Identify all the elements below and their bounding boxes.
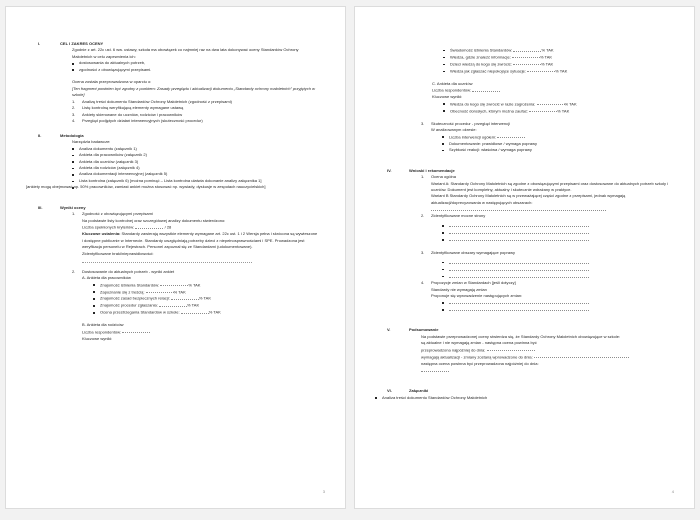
section-vi-bullets xyxy=(375,395,668,401)
value-blank[interactable] xyxy=(537,101,565,106)
bullet-suffix: % TAK xyxy=(198,295,212,301)
iv-item1-variant-b xyxy=(431,193,668,213)
section-number-ii: II. xyxy=(38,132,42,138)
page-number: 4 xyxy=(671,489,674,494)
sub-c-bullets xyxy=(443,101,668,115)
list-item xyxy=(443,54,668,61)
item1-criteria-suffix: / 28 xyxy=(164,224,172,230)
list-item xyxy=(442,259,668,266)
bullet-text: Znajomość procedur zgłaszania: xyxy=(100,302,158,308)
value-blank[interactable] xyxy=(513,61,541,66)
v-line-4-row xyxy=(421,354,668,361)
document-page-4[interactable] xyxy=(354,6,695,509)
list-item xyxy=(443,68,668,75)
list-item: Ankieta dla rodziców (załącznik 4) xyxy=(72,165,319,171)
iv-item2-blank-bullets xyxy=(442,223,668,244)
section-iii-item-1 xyxy=(72,211,319,262)
section-v-body xyxy=(421,334,668,374)
section-ii-note: [ankiety mogą obejmować np. 50% pracowników, zamiast ankiet można stosować np. wywiady, dyskusje w zespołach nauczycielskich] xyxy=(26,184,266,190)
section-title-v: Podsumowanie xyxy=(409,327,439,333)
answer-blank[interactable] xyxy=(449,230,589,235)
section-iii-item-3 xyxy=(421,121,668,154)
item2-sub-a-bullets xyxy=(93,282,319,317)
bullet-text: Świadomość istnienia Standardów: xyxy=(450,47,513,53)
section-ii-bullets xyxy=(72,146,319,185)
iv-item4-title: Propozycje zmian w Standardach [jeśli dotyczy] xyxy=(431,280,516,286)
answer-blank[interactable] xyxy=(449,300,589,305)
item1-key-label: Kluczowe ustalenia: xyxy=(82,231,121,237)
section-number-iii: III. xyxy=(38,204,43,210)
item2-sub-a: A. Ankieta dla pracowników xyxy=(82,275,131,281)
bullet-suffix: % TAK xyxy=(541,47,554,53)
bullet-suffix: % TAK xyxy=(187,302,200,308)
section-i-numbered-list xyxy=(72,99,319,125)
list-item: Analiza dokumentu (załącznik 1) xyxy=(72,146,319,152)
section-number-i: I. xyxy=(38,41,41,46)
item2-title: Dostosowanie do aktualnych potrzeb - wyniki ankiet xyxy=(82,268,175,274)
section-title-iii: Wyniki oceny xyxy=(60,204,86,210)
list-item xyxy=(93,289,319,296)
iv-item1-variant-a: Wariant A: Standardy Ochrony Małoletnich są zgodne z obowiązującymi przepisami oraz dostosowane do aktualnych potrzeb szkoły i uczniów. Dokument jest kompletny, aktualny i skutecznie wdrażany w praktyce. xyxy=(431,180,669,192)
respondents-label: Liczba respondentów: xyxy=(82,329,122,335)
section-i-intro1: Zgodnie z art. 22c ust. 6 ww. ustawy, szkoła ma obowiązek co najmniej raz na dwa lata dokonywać oceny Standardów Ochrony Małoletnich w celu zapewnienia ich: xyxy=(72,47,299,59)
list-item xyxy=(93,282,319,289)
item-3-block xyxy=(421,121,668,154)
section-number-iv: IV. xyxy=(387,167,392,173)
bullet-text: Wiedza, gdzie znaleźć informacje: xyxy=(450,54,511,60)
section-iii-item-2 xyxy=(72,269,319,343)
bullet-suffix: % TAK xyxy=(564,101,577,107)
v-line-3-row xyxy=(421,347,668,354)
section-i-body xyxy=(72,47,319,124)
v-line-2: są aktualne i nie wymagają zmian - następna ocena powinna być xyxy=(421,340,537,346)
answer-blank[interactable] xyxy=(449,266,589,271)
v-line-4: wymagają aktualizacji - zmiany zostaną wprowadzone do dnia: xyxy=(421,354,533,360)
section-i-intro2: Ocena została przeprowadzona w oparciu o: xyxy=(72,79,152,85)
page-3-content xyxy=(26,41,319,342)
item1-key-findings xyxy=(82,231,319,250)
section-ii-lead: Narzędzia badawcze: xyxy=(72,139,111,145)
bullet-suffix: % TAK xyxy=(173,289,186,294)
bullet-text: Wiedza do kogo się zwrócić w razie zagrożenia: xyxy=(450,101,536,107)
bullet-text: Znajomość istnienia Standardów: xyxy=(100,282,160,288)
document-page-3[interactable] xyxy=(5,6,346,509)
section-iv-item-1 xyxy=(421,174,668,213)
section-iv-body xyxy=(421,174,668,313)
section-iv-item-3 xyxy=(421,250,668,280)
answer-blank[interactable] xyxy=(449,306,589,311)
list-item xyxy=(442,273,668,280)
section-title-i: CEL I ZAKRES OCENY xyxy=(60,41,104,46)
list-item xyxy=(442,266,668,273)
item3-bullets xyxy=(442,134,668,154)
section-iii-body xyxy=(72,211,319,342)
list-item xyxy=(421,213,668,243)
bullet-text: Znajomość zasad bezpiecznych relacji: xyxy=(100,295,170,301)
list-item xyxy=(442,300,668,307)
date-blank[interactable] xyxy=(421,367,449,372)
item1-gaps-blank[interactable] xyxy=(82,257,252,263)
criteria-blank[interactable] xyxy=(135,224,163,229)
bullet-text: Liczba interwencji ogółem: xyxy=(449,134,497,140)
bullet-suffix: % TAK xyxy=(555,68,568,74)
item2-sub-b: B. Ankieta dla rodziców xyxy=(82,322,124,328)
list-item xyxy=(443,101,668,108)
value-blank[interactable] xyxy=(513,47,541,52)
item3-title: Skuteczność procedur - przegląd interwencji xyxy=(431,120,510,126)
list-item: Dokumentowanie: prawidłowe / wymaga poprawy xyxy=(442,141,668,147)
variant-b-blank[interactable] xyxy=(431,206,606,211)
date-blank[interactable] xyxy=(487,347,535,352)
bullet-text: Wiedza jak zgłaszać niepokojące sytuacje: xyxy=(450,68,527,74)
list-item: dostosowania do aktualnych potrzeb, xyxy=(72,60,319,66)
value-blank[interactable] xyxy=(160,282,188,287)
section-iv-item-4 xyxy=(421,280,668,313)
value-blank[interactable] xyxy=(529,108,557,113)
list-item: Szybkość reakcji: właściwa / wymaga poprawy xyxy=(442,147,668,153)
list-item xyxy=(442,134,668,141)
value-blank[interactable] xyxy=(527,68,555,73)
iv-item1-title: Ocena ogólna xyxy=(431,174,457,180)
section-ii-body xyxy=(72,139,319,184)
list-item: Ankiety skierowane do uczniów, rodziców i pracowników xyxy=(82,111,183,117)
bullet-suffix: % TAK xyxy=(539,54,553,60)
list-item xyxy=(72,269,319,343)
list-item xyxy=(443,61,668,68)
list-item xyxy=(93,309,319,316)
page-4-content xyxy=(375,41,668,401)
v-line-5: następna ocena powinna być przeprowadzona najpóźniej do dnia: xyxy=(421,360,539,366)
list-item: Przegląd podjętych działań interwencyjnych (skuteczność procedur) xyxy=(82,118,203,124)
bullet-suffix: % TAK xyxy=(188,282,201,288)
section-i-italic-note: [Ten fragment powinien być zgodny z punktem: Zasady przeglądu i aktualizacji dokumentu „Standardy ochrony małoletnich” przyjętych w szkole] xyxy=(72,85,316,98)
item1-key-text: Standardy zawierają wszystkie elementy wymagane art. 22c ust. 1 i 2 Wersja pełna i skrócona są wywieszone i dostępne publicznie w Internecie. Standardy uwzględniają potrzeby dzieci z niepełnosprawnościami i SPE. Prowadzona jest weryfikacja personelu w Rejestrach. Personel zapoznał się ze Standardami (udokumentowane). xyxy=(82,231,318,250)
list-item: Analiza treści dokumentu Standardów Ochrony Małoletnich xyxy=(375,395,668,401)
v-line-1: Na podstawie przeprowadzonej oceny stwierdza się, że Standardy Ochrony Małoletnich obowiązujące w szkole: xyxy=(421,333,621,339)
respondents-blank[interactable] xyxy=(472,87,500,92)
answer-blank[interactable] xyxy=(449,237,589,242)
list-item xyxy=(93,295,319,302)
list-item: zgodności z obowiązującymi przepisami. xyxy=(72,67,319,73)
list-item xyxy=(443,47,668,54)
list-item xyxy=(93,302,319,309)
answer-blank[interactable] xyxy=(449,259,589,264)
section-title-ii: Metodologia xyxy=(60,132,84,138)
list-item xyxy=(421,174,668,213)
value-blank[interactable] xyxy=(512,54,540,59)
value-blank[interactable] xyxy=(497,134,525,139)
bullet-text: Zapoznanie się z treścią: xyxy=(100,289,145,294)
bullet-text: Obecność dorosłych, którym można zaufać: xyxy=(450,108,528,114)
list-item: Analiza dokumentacji interwencyjnej (załącznik 5) xyxy=(72,171,319,177)
v-line-3: przeprowadzona najpóźniej do dnia: xyxy=(421,347,486,353)
value-blank[interactable] xyxy=(181,309,209,314)
bullet-text: Ocena przestrzegania Standardów w szkole: xyxy=(100,309,180,315)
iv-item4-blank-bullets xyxy=(442,300,668,314)
section-i-bullets xyxy=(72,60,319,73)
list-item xyxy=(421,280,668,313)
section-number-vi: VI. xyxy=(387,388,392,394)
list-item: Lista kontrolna (załącznik 6) [można pominąć – Lista kontrolna ułatwia dokonanie analizy załącznika 1] xyxy=(72,178,319,184)
item1-criteria-line xyxy=(82,224,319,231)
section-title-vi: Załączniki xyxy=(409,388,429,394)
list-item xyxy=(442,237,668,244)
v-line-6-row xyxy=(421,367,668,374)
list-item: Ankieta dla uczniów (załącznik 3) xyxy=(72,159,319,165)
item3-lead: W analizowanym okresie: xyxy=(431,127,477,133)
item1-title: Zgodność z obowiązującymi przepisami xyxy=(82,211,153,217)
iv-item3-blank-bullets xyxy=(442,259,668,280)
list-item: Listę kontrolną weryfikującą elementy wymagane ustawą xyxy=(82,105,184,111)
iv-item2-title: Zidentyfikowane mocne strony xyxy=(431,213,486,219)
sub-c-block xyxy=(432,81,668,115)
sub-c-title: C. Ankieta dla uczniów xyxy=(432,80,473,86)
iv-item4-line2: Proponuje się wprowadzenie następujących zmian: xyxy=(431,293,523,299)
page-4-top-bullets xyxy=(443,47,668,75)
answer-blank[interactable] xyxy=(449,223,589,228)
list-item xyxy=(421,250,668,280)
item2-sub-b-key-label: Kluczowe wyniki: xyxy=(82,335,113,341)
item1-gaps-label: Zidentyfikowane braki/nieprawidłowości: xyxy=(82,250,154,256)
list-item xyxy=(442,306,668,313)
iv-item4-line1: Standardy nie wymagają zmian xyxy=(431,286,487,292)
page-number: 3 xyxy=(322,489,325,494)
respondents-blank[interactable] xyxy=(122,329,150,334)
list-item xyxy=(72,211,319,262)
list-item xyxy=(442,230,668,237)
list-item xyxy=(442,223,668,230)
value-blank[interactable] xyxy=(146,289,174,294)
list-item xyxy=(443,108,668,115)
bullet-suffix: % TAK xyxy=(557,108,570,114)
bullet-suffix: % TAK xyxy=(541,61,554,67)
iv-item1-variant-b-text: Wariant B Standardy Ochrony Małoletnich są w przeważającej części zgodne z przepisami, jednak wymagają aktualizacji/doprecyzowania w następujących obszarach: xyxy=(431,193,626,205)
iv-item3-title: Zidentyfikowane obszary wymagające poprawy xyxy=(431,249,516,255)
list-item: Ankieta dla pracowników (załącznik 2) xyxy=(72,152,319,158)
item1-line1: Na podstawie listy kontrolnej oraz szczegółowej analizy dokumentu stwierdzono: xyxy=(82,217,226,223)
list-item xyxy=(421,121,668,154)
list-item: Analizę treści dokumentu Standardów Ochrony Małoletnich (zgodność z przepisami) xyxy=(82,98,232,104)
value-blank[interactable] xyxy=(171,295,199,300)
respondents-label: Liczba respondentów: xyxy=(432,87,472,93)
item1-criteria-label: Liczba spełnionych kryteriów: xyxy=(82,224,135,230)
section-iv-item-2 xyxy=(421,213,668,243)
sub-c-key-label: Kluczowe wyniki: xyxy=(432,94,463,100)
bullet-text: Dzieci wiedzą do kogo się zwrócić: xyxy=(450,61,512,67)
date-blank[interactable] xyxy=(534,354,629,359)
section-title-iv: Wnioski i rekomendacje xyxy=(409,167,455,173)
answer-blank[interactable] xyxy=(449,273,589,278)
sub-c-respondents xyxy=(432,87,668,94)
section-number-v: V. xyxy=(387,327,391,333)
item2-sub-b-respondents xyxy=(82,329,319,336)
value-blank[interactable] xyxy=(159,302,187,307)
bullet-suffix: % TAK xyxy=(208,309,221,315)
